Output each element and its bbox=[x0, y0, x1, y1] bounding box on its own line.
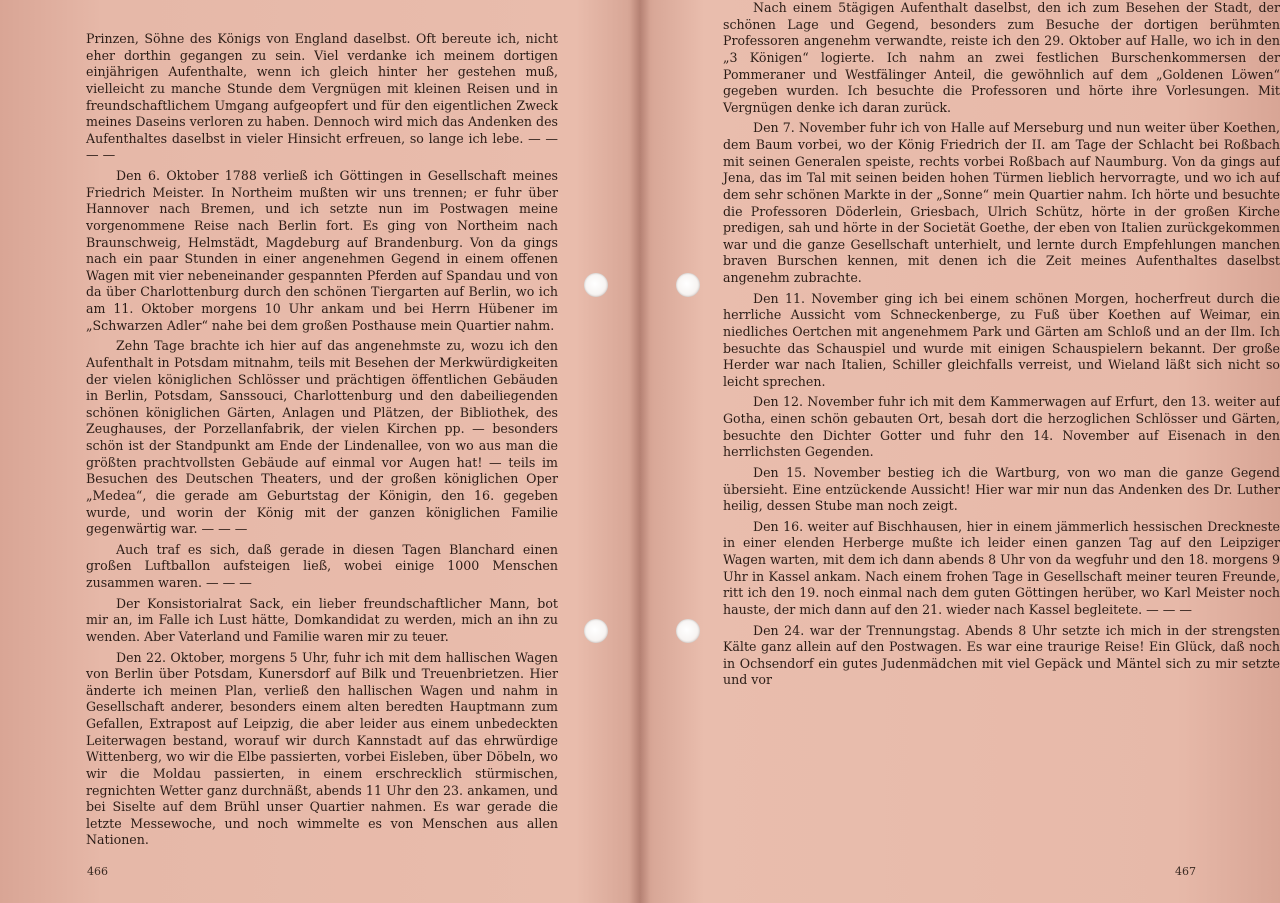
page-number: 467 bbox=[1175, 865, 1196, 878]
punch-hole bbox=[584, 619, 608, 643]
paragraph: Zehn Tage brachte ich hier auf das angenehmste zu, wozu ich den Aufenthalt in Potsdam mitnahm, teils mit Besehen der Merkwürdigkeiten der vielen königlichen Schlösser und prächtigen öffentlichen Gebäuden in Berlin, Potsdam, Sanssouci, Charlottenburg und den dabeiliegenden schönen königlichen Gärten, Anlagen und Plätzen, der Bibliothek, des Zeughauses, der Porzellanfabrik, der vielen Kirchen pp. — besonders schön ist der Standpunkt am Ende der Lindenallee, von wo aus man die größten prachtvollsten Gebäude auf einmal vor Augen hat! — teils im Besuchen des Deutschen Theaters, und der großen königlichen Oper „Medea“, die gerade am Geburtstag der Königin, den 16. gegeben wurde, und worin der König mit der ganzen königlichen Familie gegenwärtig war. — — — bbox=[86, 338, 558, 537]
paragraph: Den 11. November ging ich bei einem schönen Morgen, hocherfreut durch die herrliche Aussicht vom Schneckenberge, zu Fuß über Koethen auf Weimar, ein niedliches Oertchen mit angenehmem Park und Gärten am Schloß und an der Ilm. Ich besuchte das Schauspiel und wurde mit einigen Schauspielern bekannt. Der große Herder war nach Italien, Schiller gleichfalls verreist, und Wieland läßt sich nicht so leicht sprechen. bbox=[723, 290, 1280, 389]
left-page-text bbox=[86, 31, 558, 853]
paragraph: Den 24. war der Trennungstag. Abends 8 Uhr setzte ich mich in der strengsten Kälte ganz allein auf den Postwagen. Es war eine traurige Reise! Ein Glück, daß noch in Ochsendorf ein gutes Judenmädchen mit viel Gepäck und Mäntel sich zu mir setzte und vor bbox=[723, 622, 1280, 688]
punch-hole bbox=[676, 273, 700, 297]
paragraph: Den 7. November fuhr ich von Halle auf Merseburg und nun weiter über Koethen, dem Baum vorbei, wo der König Friedrich der II. am Tage der Schlacht bei Roßbach mit seinen Generalen speiste, rechts vorbei Roßbach auf Naumburg. Von da gings auf Jena, das im Tal mit seinen beiden hohen Türmen lieblich hervorragte, und wo ich auf dem sehr schönen Markte in der „Sonne“ mein Quartier nahm. Ich hörte und besuchte die Professoren Döderlein, Griesbach, Ulrich Schütz, hörte in der großen Kirche predigen, sah und hörte in der Societät Goethe, der eben von Italien zurückgekommen war und die ganze Gesellschaft unterhielt, und lernte durch Empfehlungen manchen braven Burschen kennen, mit denen ich die Zeit meines Aufenthaltes daselbst angenehm zubrachte. bbox=[723, 120, 1280, 285]
punch-hole bbox=[584, 273, 608, 297]
paragraph: Der Konsistorialrat Sack, ein lieber freundschaftlicher Mann, bot mir an, im Falle ich Lust hätte, Domkandidat zu werden, mich an ihn zu wenden. Aber Vaterland und Familie waren mir zu teuer. bbox=[86, 595, 558, 644]
paragraph: Prinzen, Söhne des Königs von England daselbst. Oft bereute ich, nicht eher dorthin gegangen zu sein. Viel verdanke ich meinem dortigen einjährigen Aufenthalte, wenn ich gleich hinter her gestehen muß, vielleicht zu manche Stunde dem Vergnügen mit kleinen Reisen und in freundschaftlichem Umgang aufgeopfert und für den eigentlichen Zweck meines Daseins verloren zu haben. Dennoch wird mich das Andenken des Aufenthaltes daselbst in vieler Hinsicht erfreuen, so lange ich lebe. — — — — bbox=[86, 31, 558, 163]
paragraph: Den 15. November bestieg ich die Wartburg, von wo man die ganze Gegend übersieht. Eine entzückende Aussicht! Hier war mir nun das Andenken des Dr. Luther heilig, dessen Stube man noch zeigt. bbox=[723, 464, 1280, 514]
paragraph: Auch traf es sich, daß gerade in diesen Tagen Blanchard einen großen Luftballon aufsteigen ließ, wobei einige 1000 Menschen zusammen waren. — — — bbox=[86, 541, 558, 590]
paragraph: Den 6. Oktober 1788 verließ ich Göttingen in Gesellschaft meines Friedrich Meister. In Northeim mußten wir uns trennen; er fuhr über Hannover nach Bremen, und ich setzte nun im Postwagen meine vorgenommene Reise nach Berlin fort. Es ging von Northeim nach Braunschweig, Helmstädt, Magdeburg auf Brandenburg. Von da gings nach ein paar Stunden in einer angenehmen Gegend in einem offenen Wagen mit vier nebeneinander gespannten Pferden auf Spandau und von da über Charlottenburg durch den schönen Tiergarten auf Berlin, wo ich am 11. Oktober morgens 10 Uhr ankam und bei Herrn Hübener im „Schwarzen Adler“ nahe bei dem großen Posthause mein Quartier nahm. bbox=[86, 168, 558, 333]
page-number: 466 bbox=[87, 865, 108, 878]
paragraph: Den 22. Oktober, morgens 5 Uhr, fuhr ich mit dem hallischen Wagen von Berlin über Potsdam, Kunersdorf auf Bilk und Treuenbrietzen. Hier änderte ich meinen Plan, verließ den hallischen Wagen und nahm in Gesellschaft anderer, besonders einem alten beredten Hauptmann zum Gefallen, Extrapost auf Leipzig, die aber leider aus einem unbedeckten Leiterwagen bestand, worauf wir durch Kannstadt auf das ehrwürdige Wittenberg, wo wir die Elbe passierten, vorbei Eisleben, über Döbeln, wo wir die Moldau passierten, in einem erschrecklich stürmischen, regnichten Wetter ganz durchnäßt, abends 11 Uhr den 23. ankamen, und bei Siselte auf dem Brühl unser Quartier nahmen. Es war gerade die letzte Messewoche, und noch wimmelte es von Menschen aus allen Nationen. bbox=[86, 649, 558, 848]
punch-hole bbox=[676, 619, 700, 643]
paragraph: Den 16. weiter auf Bischhausen, hier in einem jämmerlich hessischen Dreckneste in einer elenden Herberge mußte ich leider einen ganzen Tag auf den Leipziger Wagen warten, mit dem ich dann abends 8 Uhr von da wegfuhr und den 18. morgens 9 Uhr in Kassel ankam. Nach einem frohen Tage in Gesellschaft meiner teuren Freunde, ritt ich den 19. noch einmal nach dem guten Göttingen herüber, wo Karl Meister noch hauste, der mich dann auf den 21. wieder nach Kassel begleitete. — — — bbox=[723, 518, 1280, 617]
paragraph: Nach einem 5tägigen Aufenthalt daselbst, den ich zum Besehen der Stadt, der schönen Lage und Gegend, besonders zum Besuche der dortigen berühmten Professoren angenehm verwandte, reiste ich den 29. Oktober auf Halle, wo ich in den „3 Königen“ logierte. Ich nahm an zwei festlichen Burschenkommersen der Pommeraner und Westfälinger Anteil, die gewöhnlich auf dem „Goldenen Löwen“ gegeben wurden. Ich besuchte die Professoren und hörte ihre Vorlesungen. Mit Vergnügen denke ich daran zurück. bbox=[723, 0, 1280, 115]
paragraph: Den 12. November fuhr ich mit dem Kammerwagen auf Erfurt, den 13. weiter auf Gotha, einen schön gebauten Ort, besah dort die herzoglichen Schlösser und Gärten, besuchte den Dichter Gotter und fuhr den 14. November auf Eisenach in den herrlichsten Gegenden. bbox=[723, 394, 1280, 460]
right-page-text bbox=[723, 0, 1280, 693]
